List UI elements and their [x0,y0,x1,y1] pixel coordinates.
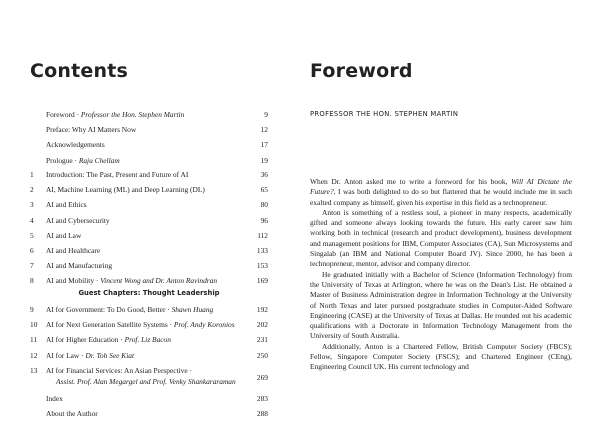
toc-chapter-entry[interactable]: 10 AI for Next Generation Satellite Systems · Prof. Andy Koronios 202 [30,320,268,330]
foreword-page [300,0,600,448]
guest-chapters-heading: Guest Chapters: Thought Leadership [78,289,220,297]
toc-entry[interactable]: About the Author 288 [46,409,268,419]
front-matter-list [30,107,268,168]
toc-entry[interactable]: Foreword · Professor the Hon. Stephen Martin 9 [46,110,268,119]
back-matter-list [30,391,268,421]
guest-chapter-list [30,302,268,385]
toc-entry[interactable]: Prologue · Raju Chellam 19 [46,155,268,165]
toc-chapter-entry[interactable]: 13 AI for Financial Services: An Asian Perspective · Assist. Prof. Alan Megargel and Prof. Venky Shankararaman 269 [30,365,268,386]
paragraph: Additionally, Anton is a Chartered Fellow, British Computer Society (FBCS); Fellow, Singapore Computer Society (FSCS); and Chartered Engineer (CEng), Engineering Council UK. His current technology and [310,341,572,372]
book-title: Will AI Dictate the Future? [310,177,572,197]
paragraph: Anton is something of a restless soul, a pioneer in many respects, academically gifted and someone always looking towards the future. His early career saw him working both in technical (research and product development), business development and management positions for IBM, Computer Associates (CA), Sun Microsystems and Singalab (an IBM and National Computer Board JV). Since 2000, he has been a technopreneur, mentor, advisor and company director. [310,207,572,269]
foreword-body [310,177,572,373]
toc-chapter-entry[interactable]: 8 AI and Mobility · Vincent Wong and Dr. Anton Ravindran 169 [30,276,268,286]
toc-entry[interactable]: Acknowledgements 17 [46,140,268,150]
toc-chapter-entry[interactable]: 5 AI and Law 112 [30,230,268,240]
foreword-title: Foreword [310,60,413,82]
contents-title: Contents [30,60,129,82]
toc-chapter-entry[interactable]: 9 AI for Government: To Do Good, Better · Shawn Huang 192 [30,305,268,314]
toc-entry[interactable]: Preface: Why AI Matters Now 12 [46,125,268,135]
chapter-list [30,167,268,289]
toc-chapter-entry[interactable]: 7 AI and Manufacturing 153 [30,261,268,271]
toc-chapter-entry[interactable]: 11 AI for Higher Education · Prof. Liz Bacon 231 [30,335,268,345]
toc-entry[interactable]: Index 283 [46,394,268,403]
foreword-author: PROFESSOR THE HON. STEPHEN MARTIN [310,110,459,118]
toc-chapter-entry[interactable]: 2 AI, Machine Learning (ML) and Deep Learning (DL) 65 [30,185,268,195]
toc-chapter-entry[interactable]: 6 AI and Healthcare 133 [30,245,268,255]
toc-chapter-entry[interactable]: 1 Introduction: The Past, Present and Future of AI 36 [30,170,268,179]
toc-chapter-entry[interactable]: 4 AI and Cybersecurity 96 [30,215,268,225]
toc-chapter-entry[interactable]: 12 AI for Law · Dr. Toh See Kiat 250 [30,350,268,360]
toc-chapter-entry[interactable]: 3 AI and Ethics 80 [30,200,268,210]
paragraph: When Dr. Anton asked me to write a foreword for his book, Will AI Dictate the Future?, I was both delighted to do so but flattered that he would include me in such exalted company as himself, given his expertise in this field as a technopreneur. [310,177,572,207]
paragraph: He graduated initially with a Bachelor of Science (Information Technology) from the University of Texas at Arlington, where he was on the Dean's List. He obtained a Master of Business Administration degree in Information Technology at the University of North Texas and later pursued postgraduate studies in Computer-Aided Software Engineering (CASE) at the University of Texas at Dallas. He rounded out his academic qualifications with a Doctorate in Information Technology Management from the University of South Australia. [310,269,572,341]
